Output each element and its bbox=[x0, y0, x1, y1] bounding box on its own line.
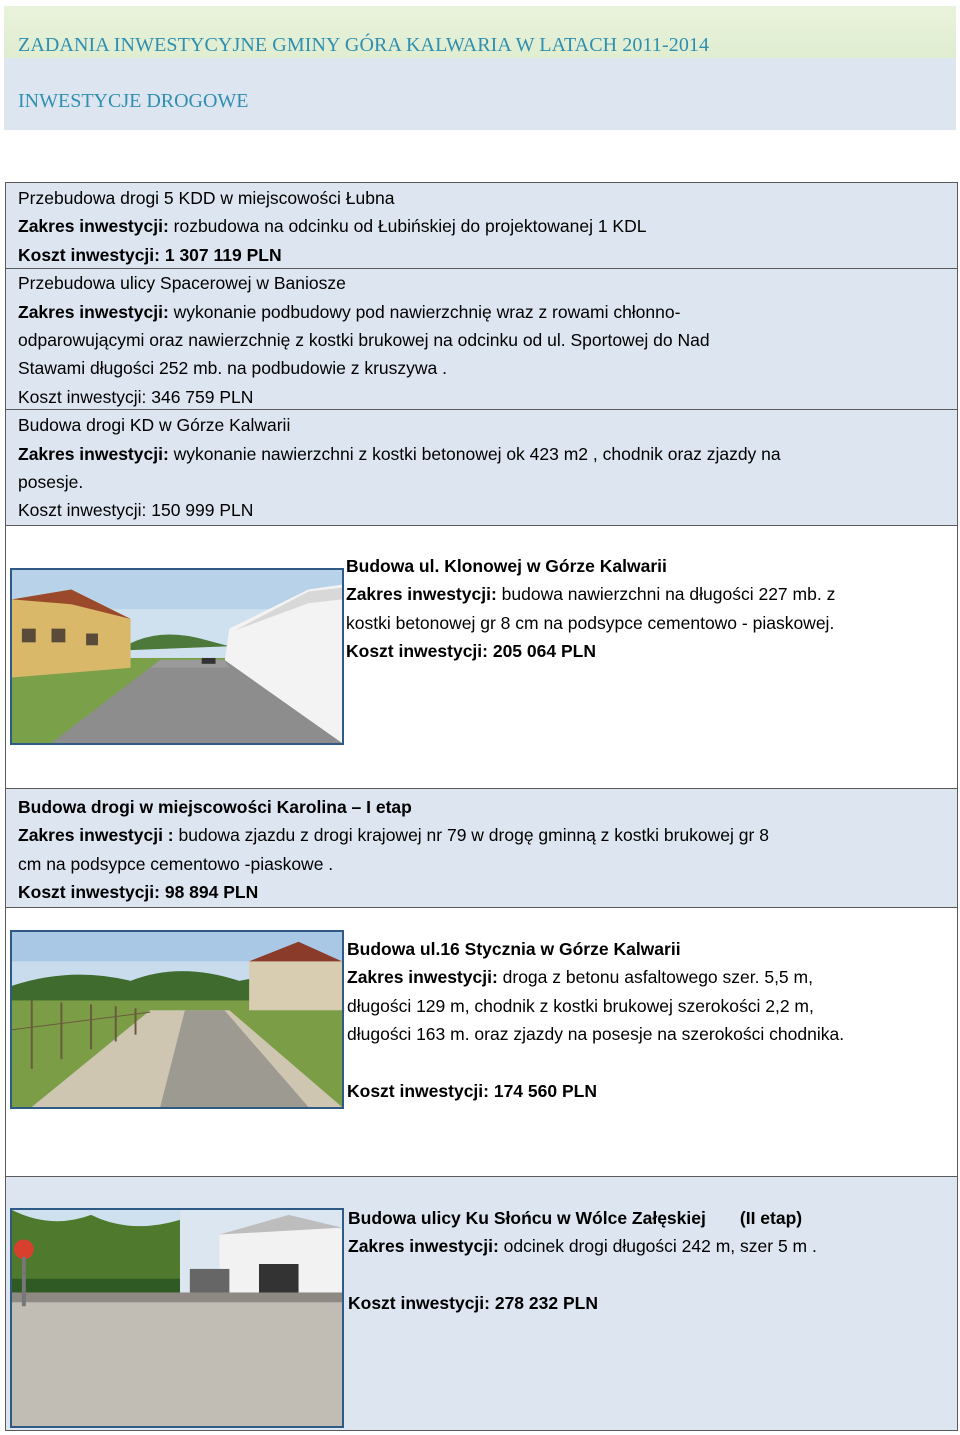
investment-cost: Koszt inwestycji: 174 560 PLN bbox=[347, 1081, 597, 1102]
investment-cost: Koszt inwestycji: 346 759 PLN bbox=[18, 386, 254, 407]
investment-title: Przebudowa ulicy Spacerowej w Baniosze bbox=[18, 273, 346, 294]
investment-scope: Zakres inwestycji: budowa nawierzchni na długości 227 mb. z bbox=[346, 584, 836, 605]
investment-scope: Zakres inwestycji: droga z betonu asfaltowego szer. 5,5 m, bbox=[347, 967, 813, 988]
investment-scope: Zakres inwestycji : budowa zjazdu z drogi krajowej nr 79 w drogę gminną z kostki brukowej gr 8 bbox=[18, 825, 769, 846]
investment-scope-cont: Stawami długości 252 mb. na podbudowie z kruszywa . bbox=[18, 358, 447, 379]
document-title: ZADANIA INWESTYCYJNE GMINY GÓRA KALWARIA W LATACH 2011-2014 bbox=[18, 34, 710, 56]
document-title-banner bbox=[4, 6, 956, 59]
investment-text bbox=[347, 935, 844, 1105]
investment-scope-cont: odparowującymi oraz nawierzchnię z kostki brukowej na odcinku od ul. Sportowej do Nad bbox=[18, 330, 710, 351]
investment-title: Budowa ulicy Ku Słońcu w Wólce Załęskiej (II etap) bbox=[348, 1208, 803, 1228]
investment-text bbox=[348, 1204, 817, 1318]
investment-cost: Koszt inwestycji: 1 307 119 PLN bbox=[18, 244, 282, 265]
investment-scope-cont: kostki betonowej gr 8 cm na podsypce cementowo - piaskowej. bbox=[346, 612, 835, 633]
investment-scope: Zakres inwestycji: odcinek drogi długości 242 m, szer 5 m . bbox=[348, 1236, 817, 1257]
spacer bbox=[347, 1049, 844, 1077]
investment-scope-cont: cm na podsypce cementowo -piaskowe . bbox=[18, 853, 334, 874]
road-photo-klonowa bbox=[10, 568, 344, 745]
investment-title: Budowa drogi KD w Górze Kalwarii bbox=[18, 415, 291, 436]
investment-cost: Koszt inwestycji: 150 999 PLN bbox=[18, 500, 254, 521]
investment-scope: Zakres inwestycji: wykonanie nawierzchni z kostki betonowej ok 423 m2 , chodnik oraz zjazdy na bbox=[18, 443, 781, 464]
investment-cost: Koszt inwestycji: 98 894 PLN bbox=[18, 882, 259, 903]
investment-scope: Zakres inwestycji: wykonanie podbudowy pod nawierzchnię wraz z rowami chłonno- bbox=[18, 301, 681, 322]
investment-scope-cont: długości 163 m. oraz zjazdy na posesje na szerokości chodnika. bbox=[347, 1024, 845, 1045]
investment-text bbox=[18, 793, 769, 907]
investment-scope-cont: posesje. bbox=[18, 472, 84, 493]
investment-title: Budowa ul.16 Stycznia w Górze Kalwarii bbox=[347, 939, 681, 959]
investment-list bbox=[18, 184, 781, 525]
investment-title: Budowa ul. Klonowej w Górze Kalwarii bbox=[346, 556, 667, 576]
investment-scope-cont: długości 129 m, chodnik z kostki brukowej szerokości 2,2 m, bbox=[347, 995, 814, 1016]
investment-cost: Koszt inwestycji: 205 064 PLN bbox=[346, 641, 596, 662]
spacer bbox=[348, 1261, 817, 1289]
investment-title: Przebudowa drogi 5 KDD w miejscowości Łubna bbox=[18, 188, 395, 208]
road-photo-16-stycznia bbox=[10, 930, 344, 1109]
investment-cost: Koszt inwestycji: 278 232 PLN bbox=[348, 1293, 598, 1314]
investment-title: Budowa drogi w miejscowości Karolina – I etap bbox=[18, 797, 412, 817]
investment-text bbox=[346, 552, 835, 666]
section-title: INWESTYCJE DROGOWE bbox=[18, 90, 249, 112]
road-photo-ku-sloncu bbox=[10, 1208, 344, 1428]
investment-scope: Zakres inwestycji: rozbudowa na odcinku od Łubińskiej do projektowanej 1 KDL bbox=[18, 216, 647, 237]
section-banner bbox=[4, 58, 956, 130]
